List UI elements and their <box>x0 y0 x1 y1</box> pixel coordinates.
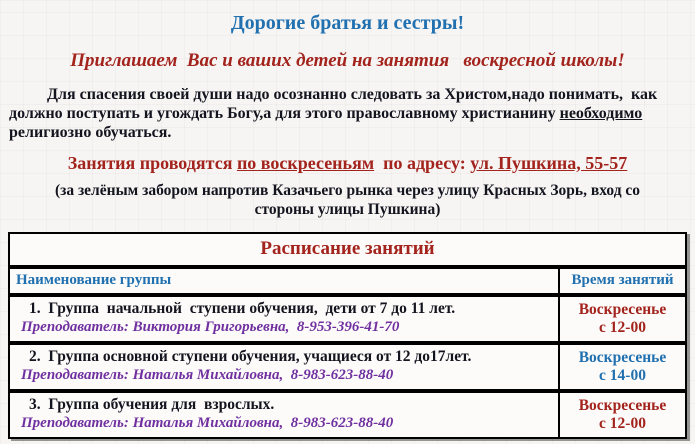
flyer-page <box>0 12 695 444</box>
group-teacher: Преподаватель: Наталья Михайловна, 8-983-623-88-40 <box>21 367 394 383</box>
column-header-group: Наименование группы <box>16 272 172 288</box>
time-day: Воскресенье <box>578 349 667 366</box>
column-header-time: Время занятий <box>558 269 685 293</box>
time-hour: с 12-00 <box>599 415 646 432</box>
time-cell <box>558 297 685 341</box>
table-title: Расписание занятий <box>260 238 435 259</box>
intro-text-end: религиозно обучаться. <box>9 105 647 141</box>
schedule-text-mid: по адресу: <box>374 153 471 173</box>
intro-paragraph <box>9 85 686 142</box>
address-note: (за зелёным забором напротив Казачьего рынка через улицу Красных Зорь, вход со стороны улицы Пушкина) <box>54 182 644 218</box>
schedule-text-start: Занятия проводятся <box>67 153 237 173</box>
group-name: 3. Группа обучения для взрослых. <box>29 396 275 413</box>
time-hour: с 12-00 <box>599 319 646 336</box>
table-header-row <box>10 267 685 293</box>
schedule-days: по воскресеньям <box>236 153 375 173</box>
group-cell <box>10 297 558 341</box>
time-day: Воскресенье <box>578 397 667 414</box>
time-cell <box>558 345 685 389</box>
page-title: Дорогие братья и сестры! <box>230 12 465 34</box>
time-cell <box>558 393 685 437</box>
table-title-row <box>10 234 685 265</box>
group-name: 2. Группа основной ступени обучения, учащиеся от 12 до17лет. <box>29 348 472 365</box>
time-day: Воскресенье <box>578 301 667 318</box>
intro-text-start: Для спасения своей души надо осознанно следовать за Христом,надо понимать, как должно поступать и угождать Богу,а для этого православному христианину <box>9 86 662 122</box>
time-hour: с 14-00 <box>599 367 646 384</box>
schedule-table <box>8 232 687 439</box>
schedule-address: ул. Пушкина, 55-57 <box>470 153 628 173</box>
table-row-group-1 <box>10 295 685 341</box>
group-teacher: Преподаватель: Наталья Михайловна, 8-983-623-88-40 <box>21 415 394 431</box>
group-name: 1. Группа начальной ступени обучения, дети от 7 до 11 лет. <box>29 300 456 317</box>
group-cell <box>10 393 558 437</box>
invitation-subtitle: Приглашаем Вас и ваших детей на занятия воскресной школы! <box>70 50 625 71</box>
table-row-group-2 <box>10 343 685 389</box>
intro-underlined-word: необходимо <box>559 105 643 122</box>
table-row-group-3 <box>10 391 685 437</box>
schedule-address-line <box>8 153 687 174</box>
group-cell <box>10 345 558 389</box>
group-teacher: Преподаватель: Виктория Григорьевна, 8-953-396-41-70 <box>21 319 400 335</box>
